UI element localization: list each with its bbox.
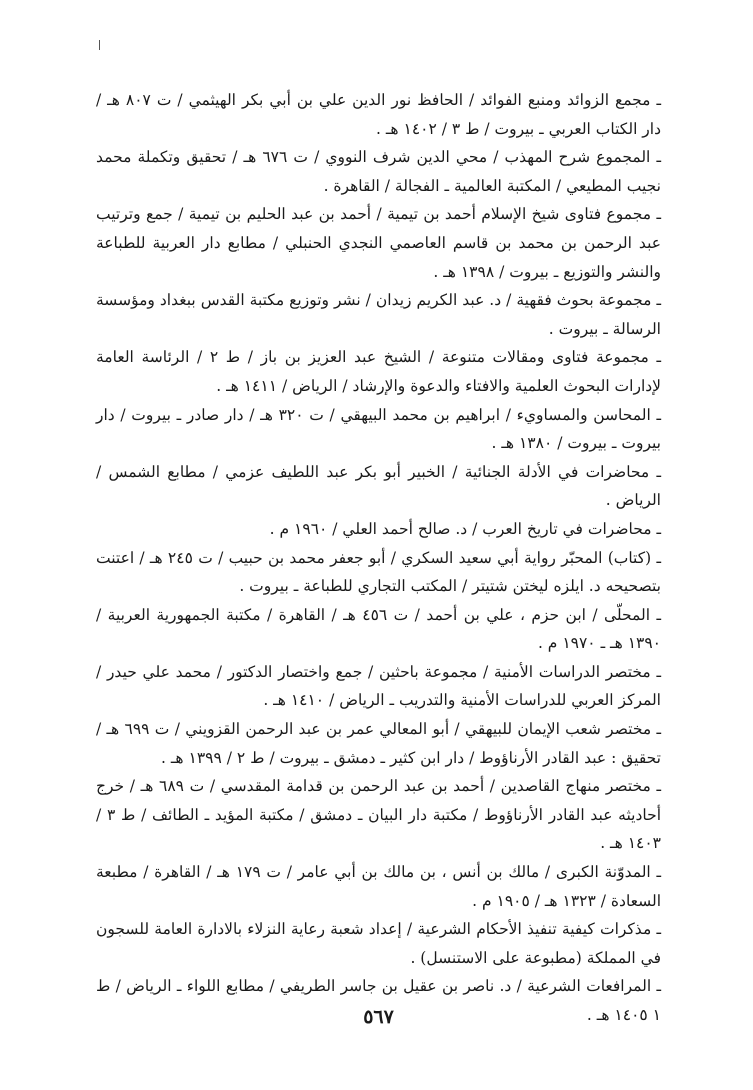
bibliography-entry: ـ مختصر منهاج القاصدين / أحمد بن عبد الرحمن بن قدامة المقدسي / ت ٦٨٩ هـ / خرج أحاديثه عبد القادر الأرناؤوط / مكتبة دار البيان ـ دمشق / مكتبة المؤيد ـ الطائف / ط ٣ / ١٤٠٣ هـ . bbox=[96, 777, 661, 853]
margin-tick-mark bbox=[99, 40, 100, 50]
bibliography-entry: ـ محاضرات في الأدلة الجنائية / الخبير أبو بكر عبد اللطيف عزمي / مطابع الشمس / الرياض . bbox=[96, 462, 661, 510]
bibliography-entry: ـ (كتاب) المحبّر رواية أبي سعيد السكري / أبو جعفر محمد بن حبيب / ت ٢٤٥ هـ / اعتنت بتصحيحه د. ايلزه ليختن شتيتر / المكتب التجاري للطباعة ـ بيروت . bbox=[96, 548, 661, 596]
bibliography-entry: ـ المرافعات الشرعية / د. ناصر بن عقيل بن جاسر الطريفي / مطابع اللواء ـ الرياض / ط ١ ١٤٠٥ هـ . bbox=[96, 977, 661, 1024]
bibliography-entry: ـ المحلّى / ابن حزم ، علي بن أحمد / ت ٤٥٦ هـ / القاهرة / مكتبة الجمهورية العربية / ١٣٩٠ هـ ـ ١٩٧٠ م . bbox=[96, 605, 661, 653]
bibliography-entry: ـ مختصر الدراسات الأمنية / مجموعة باحثين / جمع واختصار الدكتور / محمد علي حيدر / المركز العربي للدراسات الأمنية والتدريب ـ الرياض / ١٤١٠ هـ . bbox=[96, 662, 661, 710]
bibliography-entry: ـ مجموعة فتاوى ومقالات متنوعة / الشيخ عبد العزيز بن باز / ط ٢ / الرئاسة العامة لإدارات البحوث العلمية والافتاء والدعوة والإرشاد / الرياض / ١٤١١ هـ . bbox=[96, 348, 661, 395]
bibliography-entry: ـ المحاسن والمساويء / ابراهيم بن محمد البيهقي / ت ٣٢٠ هـ / دار صادر ـ بيروت / دار بيروت ـ بيروت / ١٣٨٠ هـ . bbox=[96, 405, 661, 453]
page-number: ٥٦٧ bbox=[363, 1006, 394, 1028]
bibliography-entry: ـ مختصر شعب الإيمان للبيهقي / أبو المعالي عمر بن عبد الرحمن القزويني / ت ٦٩٩ هـ / تحقيق : عبد القادر الأرناؤوط / دار ابن كثير ـ دمشق ـ بيروت / ط ٢ / ١٣٩٩ هـ . bbox=[96, 720, 661, 767]
bibliography-entry: ـ المجموع شرح المهذب / محي الدين شرف النووي / ت ٦٧٦ هـ / تحقيق وتكملة محمد نجيب المطيعي / المكتبة العالمية ـ الفجالة / القاهرة . bbox=[96, 148, 661, 195]
bibliography-entry: ـ مجمع الزوائد ومنبع الفوائد / الحافظ نور الدين علي بن أبي بكر الهيثمي / ت ٨٠٧ هـ / دار الكتاب العربي ـ بيروت / ط ٣ / ١٤٠٢ هـ . bbox=[96, 91, 661, 138]
bibliography-entry: ـ مجموعة بحوث فقهية / د. عبد الكريم زيدان / نشر وتوزيع مكتبة القدس ببغداد ومؤسسة الرسالة ـ بيروت . bbox=[96, 291, 661, 338]
bibliography-entry: ـ مجموع فتاوى شيخ الإسلام أحمد بن تيمية / أحمد بن عبد الحليم بن تيمية / جمع وترتيب عبد الرحمن بن محمد بن قاسم العاصمي النجدي الحنبلي / مطابع دار العربية للطباعة والنشر والتوزيع ـ بيروت / ١٣٩٨ هـ . bbox=[96, 205, 661, 281]
bibliography-page bbox=[96, 86, 661, 1050]
bibliography-entry: ـ المدوّنة الكبرى / مالك بن أنس ، بن مالك بن أبي عامر / ت ١٧٩ هـ / القاهرة / مطبعة السعادة / ١٣٢٣ هـ / ١٩٠٥ م . bbox=[96, 863, 661, 910]
bibliography-list bbox=[96, 86, 661, 1030]
bibliography-entry: ـ مذكرات كيفية تنفيذ الأحكام الشرعية / إعداد شعبة رعاية النزلاء بالادارة العامة للسجون في المملكة (مطبوعة على الاستنسل) . bbox=[96, 920, 661, 967]
bibliography-entry: ـ محاضرات في تاريخ العرب / د. صالح أحمد العلي / ١٩٦٠ م . bbox=[269, 519, 661, 538]
